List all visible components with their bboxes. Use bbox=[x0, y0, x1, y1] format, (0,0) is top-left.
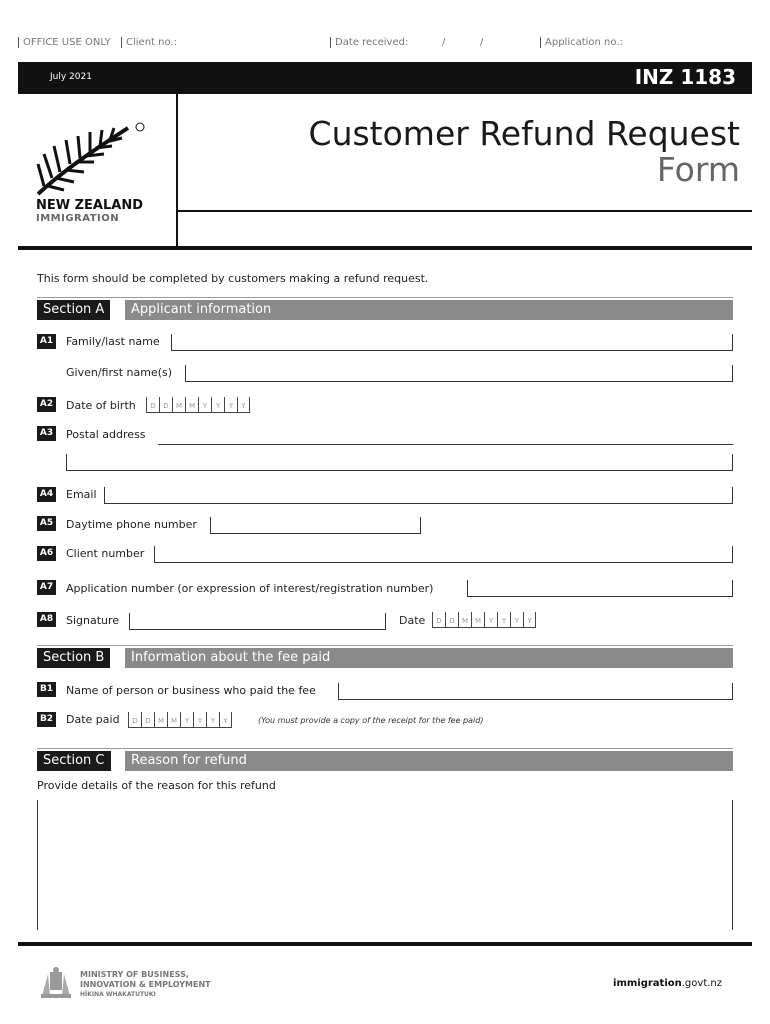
section-title: Information about the fee paid bbox=[125, 648, 733, 668]
website-suffix: .govt.nz bbox=[681, 978, 722, 989]
date-cell[interactable]: D bbox=[159, 397, 172, 413]
form-title: Customer Refund Request bbox=[308, 114, 740, 153]
date-paid-field[interactable] bbox=[128, 712, 232, 728]
form-code: INZ 1183 bbox=[634, 65, 736, 89]
signature-date-label: Date bbox=[399, 614, 426, 627]
website-domain: immigration bbox=[613, 978, 682, 989]
date-cell[interactable]: Y bbox=[224, 397, 237, 413]
date-cell[interactable]: Y bbox=[497, 612, 510, 628]
application-number-label: Application number (or expression of interest/registration number) bbox=[66, 582, 434, 595]
form-date: July 2021 bbox=[50, 72, 92, 82]
date-cell[interactable]: D bbox=[445, 612, 458, 628]
date-received-label: Date received: bbox=[330, 37, 408, 48]
date-cell[interactable]: Y bbox=[237, 397, 250, 413]
section-a-header bbox=[37, 300, 733, 320]
date-cell[interactable]: D bbox=[128, 712, 141, 728]
date-cell[interactable]: M bbox=[458, 612, 471, 628]
date-cell[interactable]: M bbox=[471, 612, 484, 628]
family-name-field[interactable] bbox=[171, 334, 733, 351]
application-number-field[interactable] bbox=[467, 580, 733, 597]
date-cell[interactable]: M bbox=[167, 712, 180, 728]
divider bbox=[18, 942, 752, 946]
dob-label: Date of birth bbox=[66, 399, 136, 412]
date-cell[interactable]: Y bbox=[180, 712, 193, 728]
field-number: A4 bbox=[37, 487, 56, 502]
date-slash: / bbox=[442, 37, 446, 48]
date-cell[interactable]: Y bbox=[198, 397, 211, 413]
nz-coat-of-arms-icon bbox=[38, 966, 74, 1000]
ministry-line: HĪKINA WHAKATUTUKI bbox=[80, 991, 156, 998]
postal-address-label: Postal address bbox=[66, 428, 146, 441]
refund-reason-textarea[interactable] bbox=[37, 800, 733, 930]
field-number: A3 bbox=[37, 426, 56, 441]
field-number: A1 bbox=[37, 334, 56, 349]
given-name-field[interactable] bbox=[185, 365, 733, 382]
refund-reason-label: Provide details of the reason for this refund bbox=[37, 779, 276, 792]
field-number: A8 bbox=[37, 612, 56, 627]
divider bbox=[176, 94, 178, 248]
family-name-label: Family/last name bbox=[66, 335, 160, 348]
dob-date-field[interactable] bbox=[146, 397, 250, 413]
date-cell[interactable]: Y bbox=[510, 612, 523, 628]
field-number: A5 bbox=[37, 516, 56, 531]
payer-name-label: Name of person or business who paid the fee bbox=[66, 684, 316, 697]
date-cell[interactable]: Y bbox=[193, 712, 206, 728]
date-cell[interactable]: Y bbox=[211, 397, 224, 413]
section-title: Applicant information bbox=[125, 300, 733, 320]
application-no-label: Application no.: bbox=[540, 37, 623, 48]
date-paid-label: Date paid bbox=[66, 713, 120, 726]
section-b-header bbox=[37, 648, 733, 668]
date-cell[interactable]: M bbox=[154, 712, 167, 728]
email-field[interactable] bbox=[104, 487, 733, 504]
date-cell[interactable]: D bbox=[141, 712, 154, 728]
given-name-label: Given/first name(s) bbox=[66, 366, 173, 379]
website-link[interactable] bbox=[613, 978, 722, 989]
date-cell[interactable]: Y bbox=[523, 612, 536, 628]
client-number-field[interactable] bbox=[154, 546, 733, 563]
date-cell[interactable]: D bbox=[146, 397, 159, 413]
field-number: A7 bbox=[37, 580, 56, 595]
date-slash: / bbox=[480, 37, 484, 48]
client-no-label: Client no.: bbox=[121, 37, 177, 48]
ministry-line: INNOVATION & EMPLOYMENT bbox=[80, 980, 211, 989]
office-use-strip bbox=[18, 37, 738, 51]
form-title-sub: Form bbox=[656, 150, 740, 189]
field-number: B2 bbox=[37, 712, 56, 727]
divider bbox=[18, 246, 752, 250]
date-cell[interactable]: Y bbox=[206, 712, 219, 728]
intro-text: This form should be completed by customers making a refund request. bbox=[37, 272, 429, 285]
section-c-header bbox=[37, 751, 733, 771]
signature-field[interactable] bbox=[129, 613, 386, 630]
office-use-label: OFFICE USE ONLY bbox=[18, 37, 111, 48]
postal-address-field-2[interactable] bbox=[66, 454, 733, 471]
date-cell[interactable]: Y bbox=[219, 712, 232, 728]
divider bbox=[178, 210, 752, 212]
section-tag: Section C bbox=[37, 751, 111, 771]
header-bar bbox=[18, 62, 752, 94]
phone-label: Daytime phone number bbox=[66, 518, 197, 531]
ministry-logo-text bbox=[80, 970, 211, 1000]
payer-name-field[interactable] bbox=[338, 683, 733, 700]
logo-subtext: IMMIGRATION bbox=[36, 213, 120, 224]
field-number: A6 bbox=[37, 546, 56, 561]
field-number: B1 bbox=[37, 682, 56, 697]
section-tag: Section B bbox=[37, 648, 110, 668]
silver-fern-logo-icon bbox=[34, 120, 146, 198]
signature-date-field[interactable] bbox=[432, 612, 536, 628]
field-number: A2 bbox=[37, 397, 56, 412]
section-title: Reason for refund bbox=[125, 751, 733, 771]
date-cell[interactable]: Y bbox=[484, 612, 497, 628]
client-number-label: Client number bbox=[66, 547, 145, 560]
date-cell[interactable]: M bbox=[172, 397, 185, 413]
logo-text: NEW ZEALAND bbox=[36, 198, 144, 213]
email-label: Email bbox=[66, 488, 97, 501]
signature-label: Signature bbox=[66, 614, 120, 627]
phone-field[interactable] bbox=[210, 517, 421, 534]
postal-address-field[interactable] bbox=[158, 444, 733, 445]
ministry-line: MINISTRY OF BUSINESS, bbox=[80, 970, 189, 979]
date-cell[interactable]: D bbox=[432, 612, 445, 628]
section-tag: Section A bbox=[37, 300, 110, 320]
date-cell[interactable]: M bbox=[185, 397, 198, 413]
receipt-note: (You must provide a copy of the receipt for the fee paid) bbox=[258, 716, 484, 725]
